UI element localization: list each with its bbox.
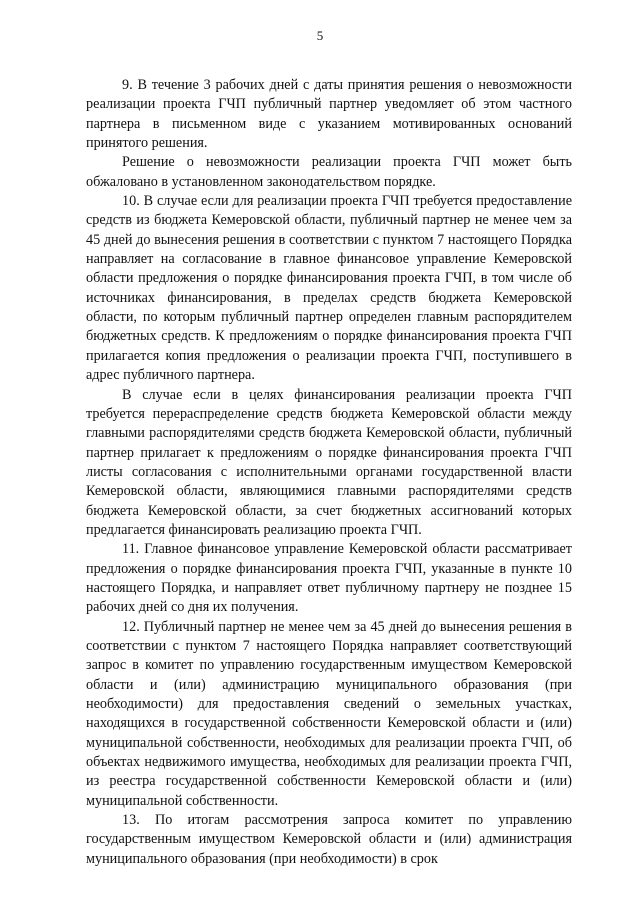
paragraph-11: 11. Главное финансовое управление Кемеровской области рассматривает предложения о порядке финансирования проекта ГЧП, указанные в пункте 10 настоящего Порядка, и направляет ответ публичному партнеру не позднее 15 рабочих дней со дня их получения. (86, 541, 572, 616)
document-body (86, 76, 572, 869)
paragraph-13: 13. По итогам рассмотрения запроса комитет по управлению государственным имуществом Кемеровской области и (или) администрация муниципального образования (при необходимости) в срок (86, 812, 572, 867)
paragraph-appeal: Решение о невозможности реализации проекта ГЧП может быть обжаловано в установленном законодательством порядке. (86, 154, 572, 190)
paragraph-10: 10. В случае если для реализации проекта ГЧП требуется предоставление средств из бюджета Кемеровской области, публичный партнер не менее чем за 45 дней до вынесения решения в соответствии с пунктом 7 настоящего Порядка направляет на согласование в главное финансовое управление Кемеровской области предложения о порядке финансирования проекта ГЧП, в том числе об источниках финансирования, в пределах средств бюджета Кемеровской области, по которым публичный партнер определен главным распорядителем бюджетных средств. К предложениям о порядке финансирования проекта ГЧП прилагается копия предложения о реализации проекта ГЧП, поступившего в адрес публичного партнера. (86, 193, 572, 384)
paragraph-9: 9. В течение 3 рабочих дней с даты принятия решения о невозможности реализации проекта ГЧП публичный партнер уведомляет об этом частного партнера в письменном виде с указанием мотивированных оснований принятого решения. (86, 77, 572, 152)
page-number: 5 (316, 28, 324, 43)
paragraph-12: 12. Публичный партнер не менее чем за 45 дней до вынесения решения в соответствии с пунктом 7 настоящего Порядка направляет соответствующий запрос в комитет по управлению государственным имуществом Кемеровской области и (или) администрацию муниципального образования (при необходимости) для предоставления сведений о земельных участках, находящихся в государственной собственности Кемеровской области и (или) муниципальной собственности, необходимых для реализации проекта ГЧП, об объектах недвижимого имущества, необходимых для реализации проекта ГЧП, из реестра государственной собственности Кемеровской области и (или) муниципальной собственности. (86, 618, 572, 809)
paragraph-redistribution: В случае если в целях финансирования реализации проекта ГЧП требуется перераспределение средств бюджета Кемеровской области между главными распорядителями средств бюджета Кемеровской области, публичный партнер прилагает к предложениям о порядке финансирования проекта ГЧП листы согласования с исполнительными органами государственной власти Кемеровской области, являющимися главными распорядителями средств бюджета Кемеровской области, за счет бюджетных ассигнований которых предлагается финансировать реализацию проекта ГЧП. (86, 386, 572, 538)
